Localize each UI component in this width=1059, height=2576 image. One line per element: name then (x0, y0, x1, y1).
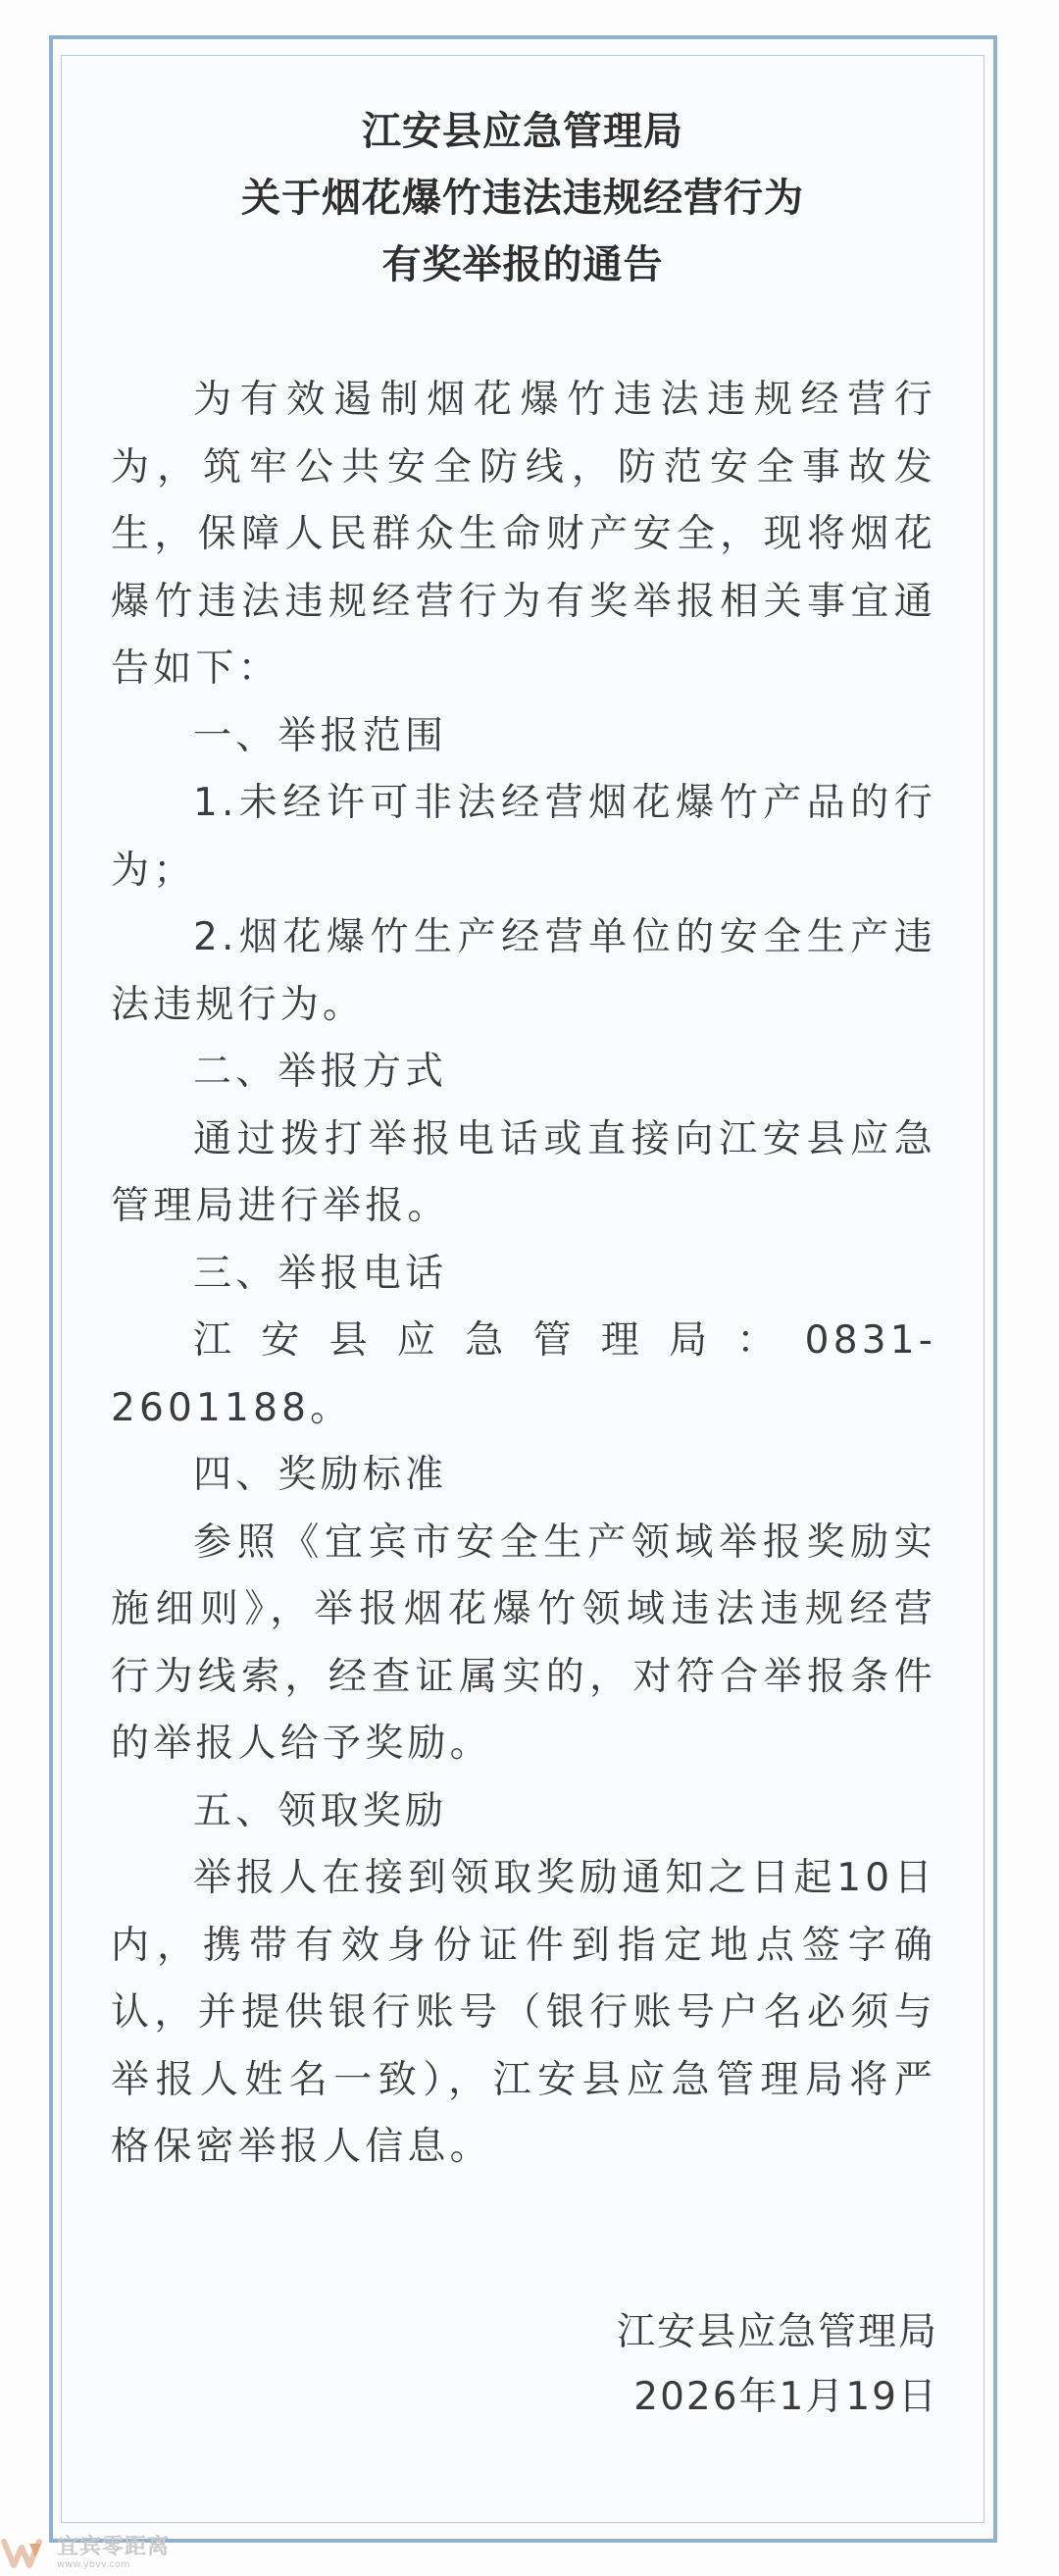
title-line-issuer: 江安县应急管理局 (362, 109, 683, 154)
notice-body (111, 367, 936, 2182)
watermark-logo-icon (0, 2534, 51, 2573)
notice-signature (617, 2300, 938, 2430)
scope-item-1: 1.未经许可非法经营烟花爆竹产品的行为； (111, 781, 936, 893)
reward-standard-paragraph: 参照《宜宾市安全生产领域举报奖励实施细则》，举报烟花爆竹领域违法违规经营行为线索，经查证属实的，对符合举报条件的举报人给予奖励。 (111, 1520, 936, 1766)
signature-date: 2026年1月19日 (633, 2375, 938, 2419)
title-line-type: 有奖举报的通告 (381, 242, 664, 287)
scope-item-2: 2.烟花爆竹生产经营单位的安全生产违法违规行为。 (111, 915, 936, 1027)
notice-title (61, 98, 984, 298)
claim-reward-paragraph: 举报人在接到领取奖励通知之日起10日内，携带有效身份证件到指定地点签字确认，并提供银行账号（银行账号户名必须与举报人姓名一致），江安县应急管理局将严格保密举报人信息。 (111, 1856, 936, 2169)
method-paragraph: 通过拨打举报电话或直接向江安县应急管理局进行举报。 (111, 1116, 936, 1228)
section-heading-reward-standard: 四、奖励标准 (193, 1453, 448, 1497)
section-heading-phone: 三、举报电话 (193, 1251, 448, 1296)
section-heading-scope: 一、举报范围 (193, 713, 448, 758)
watermark (0, 2531, 196, 2576)
watermark-name: 宜宾零距离 (57, 2535, 171, 2559)
section-heading-claim-reward: 五、领取奖励 (193, 1788, 448, 1833)
watermark-url: www.ybvv.com (57, 2559, 130, 2570)
intro-paragraph: 为有效遏制烟花爆竹违法违规经营行为，筑牢公共安全防线，防范安全事故发生，保障人民群众生命财产安全，现将烟花爆竹违法违规经营行为有奖举报相关事宜通告如下： (111, 378, 936, 691)
section-heading-method: 二、举报方式 (193, 1050, 448, 1094)
phone-paragraph: 江安县应急管理局：0831-2601188。 (111, 1318, 936, 1430)
title-line-subject: 关于烟花爆竹违法违规经营行为 (241, 176, 804, 221)
signature-issuer: 江安县应急管理局 (616, 2310, 938, 2354)
